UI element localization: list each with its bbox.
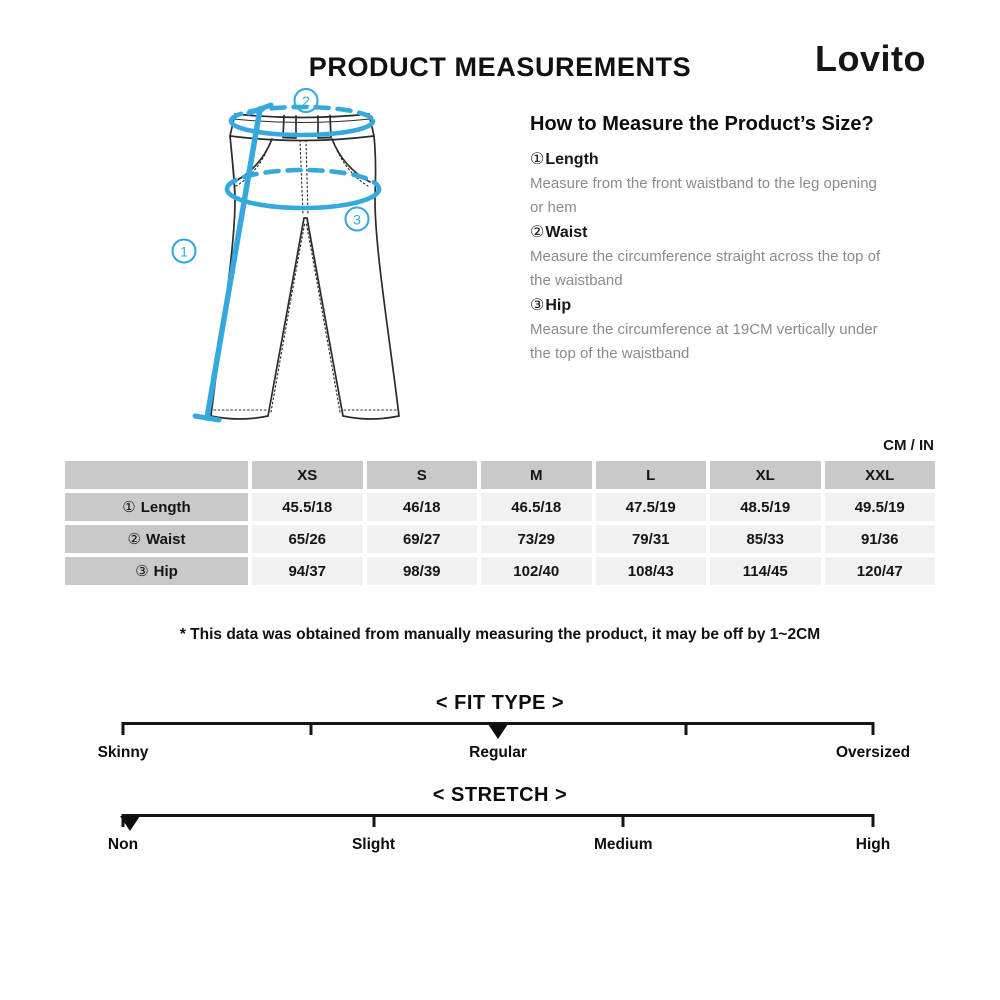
size-value-cell: 91/36	[825, 525, 936, 553]
stretch-scale-line	[123, 814, 873, 817]
howto-item-title: Waist	[545, 224, 588, 241]
fit-type-scale-marker	[488, 724, 508, 739]
circled-number: ③	[530, 297, 545, 314]
scale-tick	[622, 814, 625, 827]
size-value-cell: 85/33	[710, 525, 821, 553]
circled-number: ②	[530, 224, 545, 241]
size-value-cell: 69/27	[367, 525, 478, 553]
size-value-cell: 73/29	[481, 525, 592, 553]
circled-number: ③	[135, 563, 149, 580]
row-label-text: Hip	[153, 562, 178, 580]
annotation-2	[295, 89, 318, 112]
fit-type-scale-labels	[97, 744, 911, 764]
pants-diagram	[150, 88, 450, 438]
size-value-cell: 46.5/18	[481, 493, 592, 521]
howto-item-desc: Measure the circumference at 19CM vertically under the top of the waistband	[530, 321, 878, 362]
circled-number: ①	[122, 499, 136, 516]
size-col-header-xs: XS	[252, 461, 363, 489]
row-label-text: Waist	[146, 530, 186, 548]
howto-item-label	[530, 147, 922, 172]
howto-item-title: Hip	[545, 297, 572, 314]
size-col-header-xl: XL	[710, 461, 821, 489]
size-value-cell: 94/37	[252, 557, 363, 585]
howto-item-desc: Measure the circumference straight across the top of the waistband	[530, 248, 881, 289]
size-value-cell: 108/43	[596, 557, 707, 585]
circled-number: ②	[127, 531, 141, 548]
size-row-label-waist	[65, 525, 248, 553]
scale-tick	[122, 722, 125, 735]
size-table	[65, 461, 935, 585]
howto-list	[530, 147, 922, 366]
svg-text:1: 1	[180, 243, 188, 260]
scale-label-oversized: Oversized	[835, 744, 911, 761]
size-value-cell: 120/47	[825, 557, 936, 585]
stretch-scale-labels	[107, 836, 891, 856]
fit-type-scale	[97, 722, 911, 782]
size-col-header-m: M	[481, 461, 592, 489]
scale-label-skinny: Skinny	[97, 744, 149, 761]
scale-tick	[872, 814, 875, 827]
size-value-cell: 114/45	[710, 557, 821, 585]
annotation-3	[346, 208, 369, 231]
size-value-cell: 45.5/18	[252, 493, 363, 521]
brand-logo: Lovito	[815, 38, 926, 79]
howto-item-title: Length	[545, 151, 599, 168]
scale-label-slight: Slight	[351, 836, 396, 853]
scale-tick	[372, 814, 375, 827]
size-value-cell: 98/39	[367, 557, 478, 585]
size-row-label-length	[65, 493, 248, 521]
size-col-header-l: L	[596, 461, 707, 489]
howto-item-label	[530, 220, 922, 245]
scale-label-medium: Medium	[593, 836, 653, 853]
annotation-1	[173, 240, 196, 263]
svg-text:2: 2	[302, 93, 310, 109]
scale-tick	[872, 722, 875, 735]
how-to-heading: How to Measure the Product’s Size?	[530, 113, 874, 135]
scale-tick	[309, 722, 312, 735]
size-value-cell: 65/26	[252, 525, 363, 553]
size-col-header-xxl: XXL	[825, 461, 936, 489]
size-col-header-s: S	[367, 461, 478, 489]
howto-item-desc: Measure from the front waistband to the leg opening or hem	[530, 175, 877, 216]
disclaimer-note: * This data was obtained from manually measuring the product, it may be off by 1~2CM	[179, 626, 821, 643]
howto-item-label	[530, 293, 922, 318]
unit-label: CM / IN	[883, 437, 934, 454]
size-value-cell: 46/18	[367, 493, 478, 521]
stretch-scale	[107, 814, 891, 874]
scale-label-regular: Regular	[469, 744, 527, 761]
size-value-cell: 102/40	[481, 557, 592, 585]
stretch-scale-marker	[120, 816, 140, 831]
how-to-measure-section	[530, 113, 922, 366]
length-measure-line	[195, 105, 271, 420]
row-label-text: Length	[140, 498, 191, 516]
howto-item-hip	[530, 293, 922, 366]
size-row-label-hip	[65, 557, 248, 585]
size-value-cell: 79/31	[596, 525, 707, 553]
size-value-cell: 49.5/19	[825, 493, 936, 521]
howto-item-length	[530, 147, 922, 220]
circled-number: ①	[530, 151, 545, 168]
size-value-cell: 48.5/19	[710, 493, 821, 521]
scale-label-high: High	[855, 836, 891, 853]
size-table-corner-cell	[65, 461, 248, 489]
page-title: PRODUCT MEASUREMENTS	[308, 52, 692, 82]
stretch-heading: < STRETCH >	[432, 784, 568, 806]
pants-outline	[211, 114, 399, 419]
svg-text:3: 3	[353, 211, 361, 228]
size-value-cell: 47.5/19	[596, 493, 707, 521]
howto-item-waist	[530, 220, 922, 293]
scale-tick	[684, 722, 687, 735]
scale-label-non: Non	[107, 836, 139, 853]
fit-type-heading: < FIT TYPE >	[435, 692, 565, 714]
fit-type-scale-line	[123, 722, 873, 725]
